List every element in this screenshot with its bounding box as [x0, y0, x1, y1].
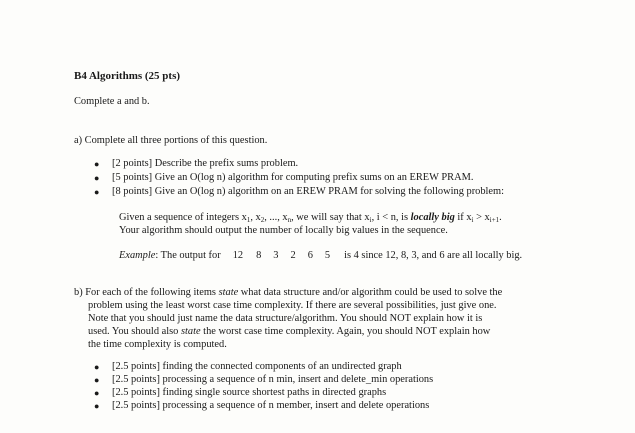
- part-b-line-5: the time complexity is computed.: [88, 339, 227, 350]
- part-b-item-1: [2.5 points] finding the connected components of an undirected graph: [112, 361, 402, 372]
- locally-big-term: locally big: [410, 212, 455, 223]
- given-line-1: Given a sequence of integers $x_1$, $x_2$, ..., $x_n$, we will say that $x_i$, i < n, is locally big if $x_i > x_{i+1}$.: [119, 212, 502, 224]
- part-a-item-2: [5 points] Give an O(log n) algorithm for computing prefix sums on an EREW PRAM.: [112, 172, 474, 183]
- bullet-icon: ●: [94, 173, 100, 183]
- bullet-icon: ●: [94, 401, 100, 411]
- example-line: Example: The output for 12 8 3 2 6 5 is 4 since 12, 8, 3, and 6 are all locally big.: [119, 250, 523, 261]
- bullet-icon: ●: [94, 375, 100, 385]
- part-a-item-1: [2 points] Describe the prefix sums problem.: [112, 158, 299, 169]
- part-b-item-3: [2.5 points] finding single source shortest paths in directed graphs: [112, 387, 387, 398]
- part-b-line-2: problem using the least worst case time complexity. If there are several possibilities, just give one.: [88, 300, 497, 311]
- bullet-icon: ●: [94, 388, 100, 398]
- bullet-icon: ●: [94, 187, 100, 197]
- part-a-heading: a) Complete all three portions of this question.: [74, 135, 268, 146]
- given-line-2: Your algorithm should output the number of locally big values in the sequence.: [119, 225, 448, 236]
- part-b-item-4: [2.5 points] processing a sequence of n member, insert and delete operations: [112, 400, 430, 411]
- part-b-line-4: used. You should also state the worst case time complexity. Again, you should NOT explain how: [88, 326, 491, 337]
- intro-text: Complete a and b.: [74, 96, 150, 107]
- bullet-icon: ●: [94, 362, 100, 372]
- part-b-item-2: [2.5 points] processing a sequence of n min, insert and delete_min operations: [112, 374, 434, 385]
- part-b-line-1: b) For each of the following items state what data structure and/or algorithm could be used to solve the: [74, 287, 503, 298]
- part-b-line-3: Note that you should just name the data structure/algorithm. You should NOT explain how it is: [88, 313, 483, 324]
- example-label: Example: [119, 250, 156, 261]
- bullet-icon: ●: [94, 159, 100, 169]
- question-title: B4 Algorithms (25 pts): [74, 70, 181, 82]
- part-a-item-3: [8 points] Give an O(log n) algorithm on an EREW PRAM for solving the following problem:: [112, 186, 505, 197]
